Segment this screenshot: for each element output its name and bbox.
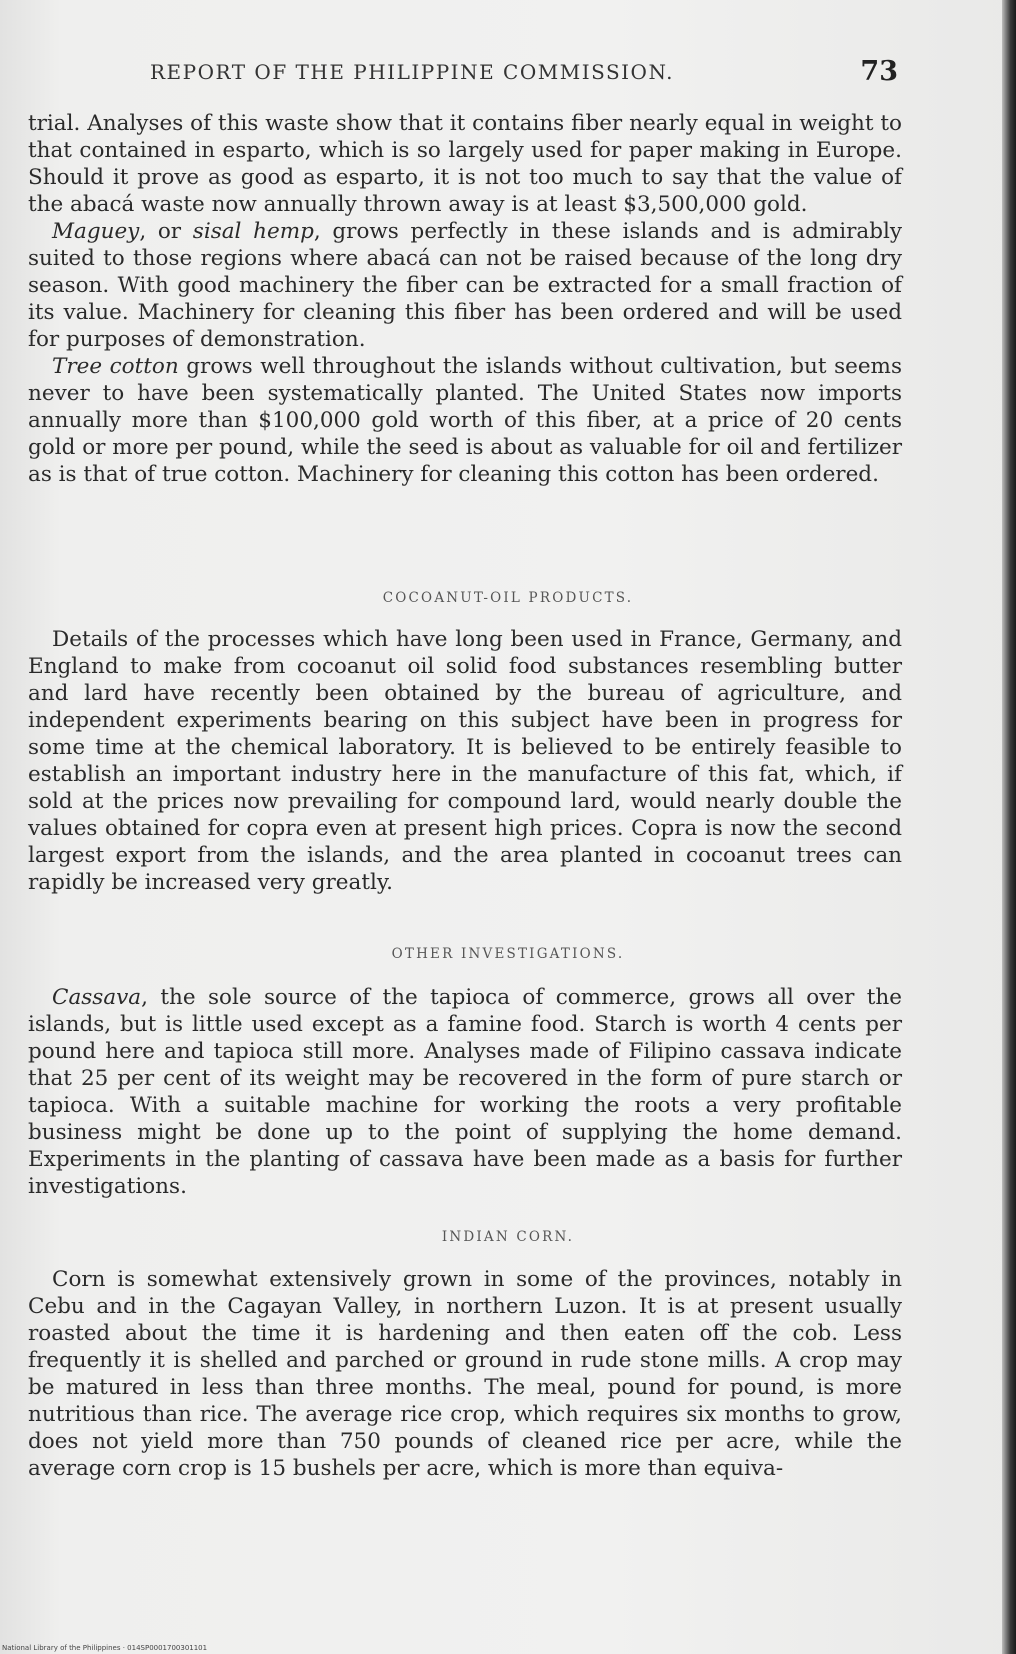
paragraph-tree-cotton <box>28 353 902 488</box>
paragraph-maguey <box>28 218 902 353</box>
paragraph-cassava <box>28 984 902 1200</box>
body-section-corn <box>28 1266 902 1482</box>
paragraph-abaca-waste: trial. Analyses of this waste show that it contains fiber nearly equal in weight to that contained in esparto, which is so largely used for paper making in Europe. Should it prove as good as esparto, it is not too much to say that the value of the abacá waste now annually thrown away is at least $3,500,000 gold. <box>28 111 902 217</box>
running-head: REPORT OF THE PHILIPPINE COMMISSION. <box>150 60 675 84</box>
body-section-fibers <box>28 110 902 488</box>
page-edge-shadow <box>1002 0 1016 1654</box>
body-section-cocoanut <box>28 626 902 896</box>
text-fragment: , or <box>139 219 193 244</box>
text-fragment: grows well throughout the islands without cultivation, but seems never to have been systematically planted. The United States now imports annually more than $100,000 gold worth of this fiber, at a price of 20 cents gold or more per pound, while the seed is about as valuable for oil and fertilizer as is that of true cotton. Machinery for cleaning this cotton has been ordered. <box>28 354 902 487</box>
section-heading-indian-corn: INDIAN CORN. <box>441 1229 575 1245</box>
text-fragment: , the sole source of the tapioca of commerce, grows all over the islands, but is little used except as a famine food. Starch is worth 4 cents per pound here and tapioca still more. Analyses made of Filipino cassava indicate that 25 per cent of its weight may be recovered in the form of pure starch or tapioca. With a suitable machine for working the roots a very profitable business might be done up to the point of supplying the home demand. Experiments in the planting of cassava have been made as a basis for further investigations. <box>28 985 902 1199</box>
paragraph-corn: Corn is somewhat extensively grown in some of the provinces, notably in Cebu and in the Cagayan Valley, in northern Luzon. It is at present usually roasted about the time it is hardening and then eaten off the cob. Less frequently it is shelled and parched or ground in rude stone mills. A crop may be matured in less than three months. The meal, pound for pound, is more nutritious than rice. The average rice crop, which requires six months to grow, does not yield more than 750 pounds of cleaned rice per acre, while the average corn crop is 15 bushels per acre, which is more than equiva- <box>28 1267 902 1481</box>
term-maguey: Maguey <box>52 219 140 244</box>
page-number: 73 <box>860 56 898 87</box>
term-sisal-hemp: sisal hemp <box>192 219 314 244</box>
scan-footer: National Library of the Philippines · 014SP0001700301101 <box>2 1644 208 1652</box>
body-section-other <box>28 984 902 1200</box>
term-tree-cotton: Tree cotton <box>52 354 179 379</box>
paragraph-cocoanut-oil: Details of the processes which have long been used in France, Germany, and England to make from cocoanut oil solid food substances resembling butter and lard have recently been obtained by the bureau of agriculture, and independent experiments bearing on this subject have been in progress for some time at the chemical laboratory. It is believed to be entirely feasible to establish an important industry here in the manufacture of this fat, which, if sold at the prices now prevailing for compound lard, would nearly double the values obtained for copra even at present high prices. Copra is now the second largest export from the islands, and the area planted in cocoanut trees can rapidly be increased very greatly. <box>28 627 902 895</box>
term-cassava: Cassava <box>52 985 142 1010</box>
section-heading-cocoanut: COCOANUT-OIL PRODUCTS. <box>382 590 634 606</box>
section-heading-other-investigations: OTHER INVESTIGATIONS. <box>391 946 625 962</box>
text-fragment: , grows perfectly in these islands and is admirably suited to those regions where abacá can not be raised because of the long dry season. With good machinery the fiber can be extracted for a small fraction of its value. Machinery for cleaning this fiber has been ordered and will be used for purposes of demonstration. <box>28 219 902 352</box>
page-header <box>150 56 910 90</box>
